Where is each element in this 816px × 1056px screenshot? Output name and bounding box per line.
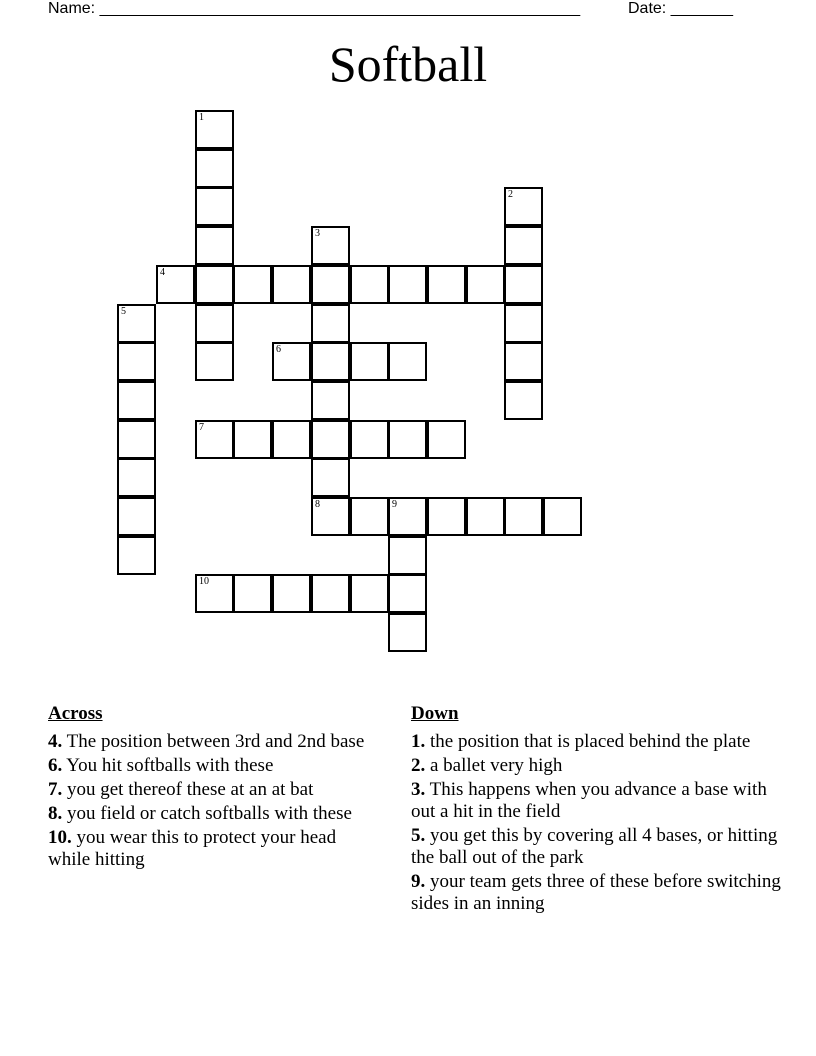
crossword-cell[interactable] [427,420,466,459]
crossword-cell[interactable] [311,574,350,613]
crossword-cell[interactable] [350,265,389,304]
crossword-cell[interactable] [195,110,234,149]
crossword-cell[interactable] [156,265,195,304]
clue-across-6: 6. You hit softballs with these [48,755,274,776]
clue-across-4: 4. The position between 3rd and 2nd base [48,731,365,752]
crossword-cell[interactable] [388,574,427,613]
crossword-cell[interactable] [504,226,543,265]
crossword-cell[interactable] [311,226,350,265]
page-title: Softball [328,36,488,92]
crossword-cell[interactable] [117,342,156,381]
crossword-cell[interactable] [388,420,427,459]
down-heading: Down [411,703,459,724]
cell-number: 4 [160,267,165,278]
crossword-cell[interactable] [233,574,272,613]
cell-number: 9 [392,499,397,510]
crossword-cell[interactable] [195,420,234,459]
crossword-cell[interactable] [311,342,350,381]
clue-down-2: 2. a ballet very high [411,755,563,776]
down-clues [411,703,781,917]
crossword-cell[interactable] [195,304,234,343]
crossword-cell[interactable] [272,342,311,381]
crossword-cell[interactable] [233,265,272,304]
clue-down-9: 9. your team gets three of these before switching sides in an inning [411,871,781,914]
crossword-cell[interactable] [117,458,156,497]
crossword-cell[interactable] [117,420,156,459]
crossword-cell[interactable] [388,613,427,652]
crossword-cell[interactable] [504,342,543,381]
crossword-cell[interactable] [272,574,311,613]
clue-across-8: 8. you field or catch softballs with these [48,803,352,824]
crossword-cell[interactable] [466,497,505,536]
cell-number: 5 [121,306,126,317]
crossword-cell[interactable] [350,342,389,381]
cell-number: 8 [315,499,320,510]
cell-number: 6 [276,344,281,355]
crossword-cell[interactable] [504,265,543,304]
crossword-cell[interactable] [311,497,350,536]
crossword-cell[interactable] [195,187,234,226]
cell-number: 1 [199,112,204,123]
crossword-cell[interactable] [466,265,505,304]
crossword-cell[interactable] [427,497,466,536]
cell-number: 10 [199,576,209,587]
crossword-cell[interactable] [350,574,389,613]
crossword-cell[interactable] [350,420,389,459]
name-field-label: Name: ______________________________________________________ [48,0,581,17]
date-field-label: Date: _______ [628,0,733,17]
crossword-cell[interactable] [195,226,234,265]
crossword-cell[interactable] [388,536,427,575]
cell-number: 2 [508,189,513,200]
clue-across-10: 10. you wear this to protect your head while hitting [48,827,337,870]
cell-number: 7 [199,422,204,433]
crossword-cell[interactable] [117,497,156,536]
crossword-cell[interactable] [117,536,156,575]
across-heading: Across [48,703,103,724]
crossword-cell[interactable] [504,497,543,536]
crossword-cell[interactable] [311,420,350,459]
crossword-cell[interactable] [233,420,272,459]
crossword-cell[interactable] [311,265,350,304]
crossword-cell[interactable] [311,458,350,497]
crossword-cell[interactable] [311,381,350,420]
crossword-cell[interactable] [117,381,156,420]
crossword-cell[interactable] [388,265,427,304]
crossword-cell[interactable] [195,342,234,381]
crossword-cell[interactable] [272,265,311,304]
crossword-cell[interactable] [388,497,427,536]
cell-number: 3 [315,228,320,239]
clue-down-3: 3. This happens when you advance a base with out a hit in the field [411,779,767,822]
crossword-cell[interactable] [543,497,582,536]
crossword-cell[interactable] [195,574,234,613]
crossword-cell[interactable] [504,381,543,420]
crossword-cell[interactable] [117,304,156,343]
crossword-cell[interactable] [195,265,234,304]
crossword-cell[interactable] [272,420,311,459]
clue-down-1: 1. the position that is placed behind the plate [411,731,751,752]
clue-across-7: 7. you get thereof these at an at bat [48,779,314,800]
crossword-cell[interactable] [388,342,427,381]
crossword-cell[interactable] [195,149,234,188]
clue-down-5: 5. you get this by covering all 4 bases, or hitting the ball out of the park [411,825,778,868]
crossword-cell[interactable] [311,304,350,343]
crossword-cell[interactable] [350,497,389,536]
crossword-cell[interactable] [427,265,466,304]
crossword-cell[interactable] [504,304,543,343]
crossword-cell[interactable] [504,187,543,226]
across-clues [48,703,378,873]
